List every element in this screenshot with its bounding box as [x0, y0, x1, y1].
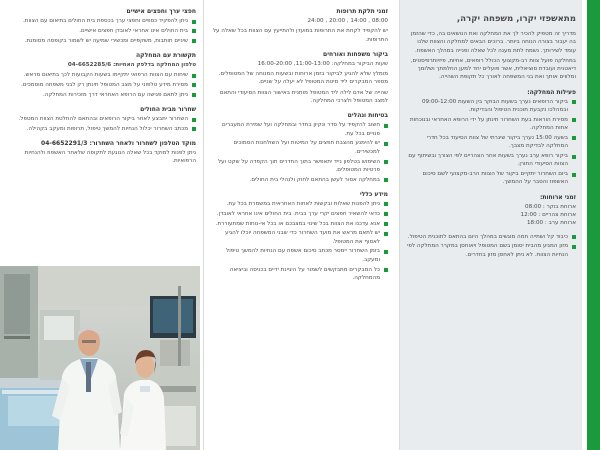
list-item: מזון המגיע מהבית יסומן בשם המטופל ויאוחסן במקרר המחלקה לפי הנחיות הצוות. לא ניתן לאחסן מזון בחדרים.: [406, 242, 576, 259]
safety-list: [212, 121, 388, 184]
general-heading: מידע כללי: [359, 190, 388, 198]
list-item: אנא עדכנו את הצוות בכל שינוי במצבכם או בכל אי-נוחות שמתעוררת.: [212, 220, 388, 228]
list-item: בית החולים אינו אחראי לאובדן חפצים אישיים.: [8, 27, 196, 35]
intro-paragraph-2: במחלקה פועל צוות רב-מקצועי הכולל רופאים, אחיות, פיזיותרפיסטים, דיאטנית ועובדת סוציאלית, אשר פועלים יחד למען החלמתך ושלומך ומלווים אותך ואת בני המשפחה לאורך כל תקופת השהייה.: [410, 57, 576, 81]
discharge-phone-heading: מוקד הטלפון לשחרור ולאחר השחרור: 04-6652291/3: [41, 140, 196, 148]
middle-column: [208, 6, 392, 446]
visits-heading: ביקור משפחות ואורחים: [323, 50, 388, 58]
list-item: יש להימנע מהצבת חפצים על המיטות ועל השולחנות הסמוכים למכשירים.: [212, 139, 388, 156]
ward-phone: טלפון המחלקה בדלפק האחיות: 04-6652285/6: [67, 61, 196, 68]
list-item: כדאי להשאיר חפצים יקרי ערך בבית. בית החולים אינו אחראי לאובדן.: [212, 210, 388, 218]
list-item: ביקור רופא ערב נערך בשעות אחר הצהריים לפי הצורך ובשיתוף עם הצוות הסיעודי התורן.: [406, 152, 576, 169]
welcome-column: [400, 0, 582, 450]
list-item: ניתן לתאם פגישה עם הרופא האחראי דרך מזכירות המחלקה.: [8, 91, 196, 99]
intro-paragraph: מדריך זה מטפיק להכיר לך את המחלקה ואת הנושאים בה, כדי שהזמן בה יעבור בצורה הנוחה ביותר. ברוכים הבאים למחלקה והצוות שלנו עומד לשירותך. נשמח לתת מענה לכל שאלה ופנייה במהלך האשפוז.: [410, 31, 576, 54]
valuables-list: [8, 17, 196, 45]
safety-heading: בטיחות ונהלים: [347, 112, 388, 120]
general-list: [212, 200, 388, 282]
meal-hours-heading: זמני ארוחות:: [539, 193, 576, 201]
meal-hour: ארוחת צהריים : 12:00: [520, 212, 576, 219]
list-item: בשעה 15:00 נערך ביקור שיגרתי של צוות הסיעוד בכל חדרי המחלקה לבדיקת מצבך.: [406, 134, 576, 151]
left-column: [6, 6, 198, 264]
medication-note: יש להקפיד לקחת את התרופות במועדן ולהתייעץ עם הצוות בכל שאלה על התרופות.: [212, 28, 388, 43]
list-item: חשוב להקפיד על סדר ונקיון בחדר ובמחלקה ועל שמירת המעברים פנויים בכל עת.: [212, 121, 388, 138]
medication-hours: 08:00 , 14:00 , 20:00 , 24:00: [307, 18, 388, 24]
visits-hours: שעות הביקור במחלקה: 11:00-13:00, 16:00-20:00: [257, 60, 388, 67]
list-item: ביום השחרור יתקיים ביקור של הצוות הרב-מקצועי לשם סיכום האשפוז והסבר על ההמשך.: [406, 170, 576, 187]
activities-heading: פעילות המחלקה:: [527, 88, 576, 96]
activities-list: [406, 98, 576, 187]
list-item: כל המבקרים מתבקשים לשמור על היגיינת ידיים בכניסה וביציאה מהמחלקה.: [212, 266, 388, 283]
welcome-title: מתאשפזי יקרו, משפחה יקרה,: [456, 14, 576, 24]
list-item: שיחות עם הצוות הרפואי יתקיימו בשעות הקבועות לכך בתיאום מראש.: [8, 71, 196, 79]
communication-list: [8, 71, 196, 99]
staff-photo: [0, 266, 200, 450]
accent-bar: [587, 0, 600, 450]
list-item: כיבוד קל ושתייה חמה מוגשים במהלך היום בהתאם לתוכנית הטיפול.: [406, 233, 576, 241]
list-item: במחלקה אסור לעשן בהתאם לחוק ולנהלי בית החולים.: [212, 176, 388, 184]
meal-hours: [406, 203, 576, 228]
list-item: מסירת מידע טלפוני על מצב המטופל תינתן רק לבני משפחה מוסמכים.: [8, 81, 196, 89]
discharge-list: [8, 115, 196, 133]
discharge-heading: שחרור מבית החולים: [140, 106, 196, 114]
list-item: בזמן השחרור יימסר מכתב סיכום אשפוז עם הנחיות להמשך טיפול ומעקב.: [212, 247, 388, 264]
list-item: ביקור הרופאים נערך בשעות הבוקר בין השעות 09:00-12:00 ובמהלכו נקבעת תוכנית הטיפול והבדיקות.: [406, 98, 576, 115]
list-item: ניתן להפנות שאלות ובקשות לאחות האחראית במשמרת בכל עת.: [212, 200, 388, 208]
list-item: השימוש בטלפון נייד יתאפשר בתוך החדרים תוך הקפדה על שקט ועל פרטיות המטופלים.: [212, 158, 388, 175]
meal-hour: ארוחת בוקר : 08:00: [525, 203, 576, 210]
visits-text: מומלץ שלא להגיע לביקור בזמן ארוחות ובשעות המנוחה של המטופלים. מספר המבקרים ליד מיטת המטופל לא יעלה על שניים.: [218, 71, 388, 86]
communication-heading: תקשורת עם המחלקה: [136, 51, 196, 59]
column-divider: [203, 0, 204, 450]
discharge-phone-text: ניתן לפנות למוקד בכל שאלה הנוגעת לתקופה שלאחר האשפוז ולהנחיות הרפואיות.: [24, 150, 196, 165]
list-item: יש לתאם מראש את מועד השחרור כדי שבני המשפחה יוכלו להגיע לאסוף את המטופל.: [212, 229, 388, 246]
medication-heading: זמני תלקת תרופות: [336, 8, 388, 15]
visits-text-2: שהייה של אדם לילה ליד המטופל מותנית באישור הצוות הסיעודי והתאם למצב המטופל ולצרכי המחלקה.: [219, 89, 388, 105]
meal-hour: ארוחת ערב : 18:00: [527, 220, 576, 227]
list-item: שיניים תותבות, משקפיים ומכשירי שמיעה יש לשמור בקופסה מסומנת.: [8, 37, 196, 45]
closing-list: [406, 233, 576, 259]
list-item: מסירת הוראות בעת השחרור תינתן על ידי הרופא האחראי ובנוכחות אחות המחלקה.: [406, 116, 576, 133]
list-item: השחרור יתבצע לאחר ביקור הרופאים ובהתאם להחלטת הצוות המטפל.: [8, 115, 196, 123]
valuables-heading: חפצי ערך וחפצים אישיים: [126, 8, 196, 15]
list-item: ניתן להפקיד כספים וחפצי ערך בכספת בית החולים בתיאום עם הצוות.: [8, 17, 196, 25]
list-item: מכתב השחרור יכלול הנחיות להמשך טיפול, תרופות ומעקב בקהילה.: [8, 125, 196, 133]
